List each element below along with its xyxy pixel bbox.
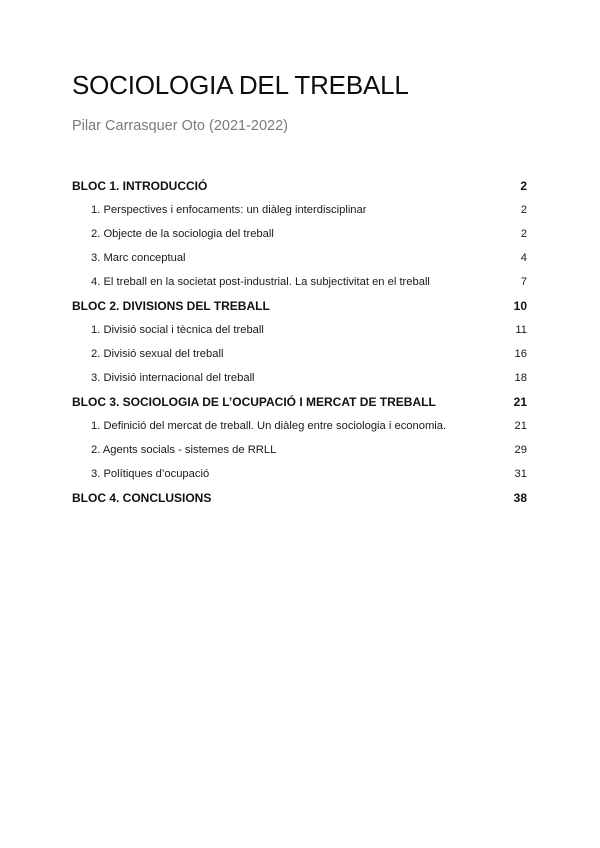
- toc-page-number: 18: [514, 372, 527, 384]
- toc-subsection-entry[interactable]: [72, 270, 527, 294]
- toc-entry-label: BLOC 1. INTRODUCCIÓ: [72, 179, 208, 193]
- toc-page-number: 2: [520, 179, 527, 193]
- toc-page-number: 11: [515, 324, 527, 336]
- toc-page-number: 2: [520, 204, 527, 216]
- toc-page-number: 21: [513, 395, 527, 409]
- toc-subsection-entry[interactable]: [72, 246, 527, 270]
- toc-entry-label: 2. Agents socials - sistemes de RRLL: [91, 444, 277, 456]
- toc-entry-label: 1. Perspectives i enfocaments: un diàleg interdisciplinar: [91, 204, 367, 216]
- toc-entry-label: 2. Divisió sexual del treball: [91, 348, 224, 360]
- toc-subsection-entry[interactable]: [72, 318, 527, 342]
- toc-page-number: 4: [520, 252, 527, 264]
- toc-entry-label: 2. Objecte de la sociologia del treball: [91, 228, 274, 240]
- toc-entry-label: 1. Definició del mercat de treball. Un diàleg entre sociologia i economia.: [91, 420, 447, 432]
- toc-page-number: 7: [520, 276, 527, 288]
- toc-subsection-entry[interactable]: [72, 366, 527, 390]
- toc-page-number: 2: [520, 228, 527, 240]
- toc-subsection-entry[interactable]: [72, 198, 527, 222]
- toc-subsection-entry[interactable]: [72, 438, 527, 462]
- document-subtitle: Pilar Carrasquer Oto (2021-2022): [72, 118, 288, 134]
- toc-page-number: 38: [513, 491, 527, 505]
- toc-entry-label: BLOC 4. CONCLUSIONS: [72, 491, 212, 505]
- toc-subsection-entry[interactable]: [72, 414, 527, 438]
- toc-page-number: 31: [514, 468, 527, 480]
- toc-subsection-entry[interactable]: [72, 222, 527, 246]
- document-title: SOCIOLOGIA DEL TREBALL: [72, 70, 409, 100]
- toc-section-entry[interactable]: [72, 174, 527, 198]
- toc-entry-label: 3. Polítiques d’ocupació: [91, 468, 210, 480]
- toc-page-number: 29: [514, 444, 527, 456]
- toc-section-entry[interactable]: [72, 486, 527, 510]
- toc-entry-label: 4. El treball en la societat post-industrial. La subjectivitat en el treball: [91, 276, 430, 288]
- toc-page-number: 10: [513, 299, 527, 313]
- toc-subsection-entry[interactable]: [72, 462, 527, 486]
- toc-section-entry[interactable]: [72, 294, 527, 318]
- toc-section-entry[interactable]: [72, 390, 527, 414]
- toc-page-number: 21: [514, 420, 527, 432]
- toc-entry-label: 3. Divisió internacional del treball: [91, 372, 255, 384]
- toc-entry-label: BLOC 3. SOCIOLOGIA DE L’OCUPACIÓ I MERCAT DE TREBALL: [72, 395, 436, 409]
- toc-entry-label: 1. Divisió social i tècnica del treball: [91, 324, 264, 336]
- toc-page-number: 16: [514, 348, 527, 360]
- table-of-contents: [72, 174, 527, 510]
- toc-subsection-entry[interactable]: [72, 342, 527, 366]
- toc-entry-label: BLOC 2. DIVISIONS DEL TREBALL: [72, 299, 270, 313]
- toc-entry-label: 3. Marc conceptual: [91, 252, 186, 264]
